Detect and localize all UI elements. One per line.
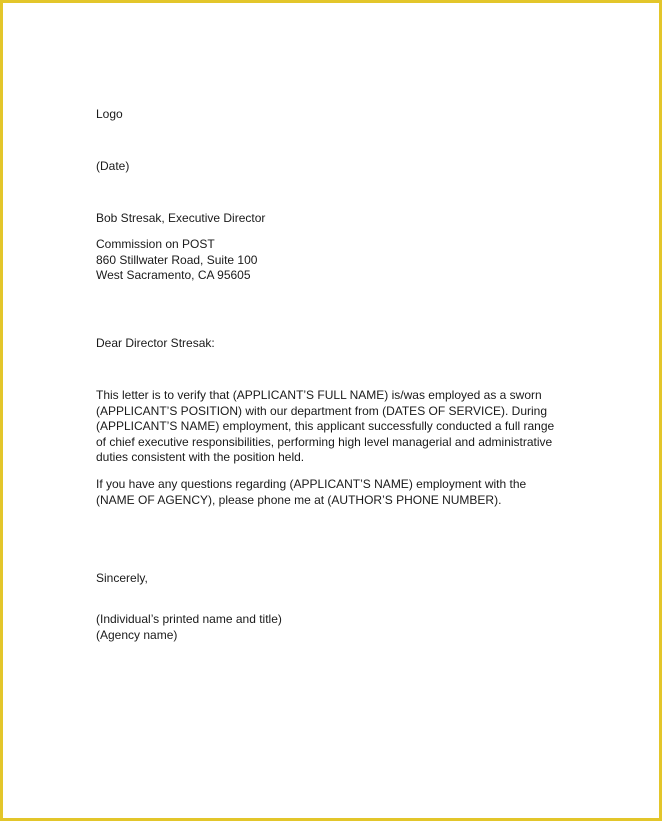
paragraph-line: duties consistent with the position held. xyxy=(96,450,305,465)
body-paragraph-2 xyxy=(96,477,566,508)
recipient-name-title: Bob Stresak, Executive Director xyxy=(96,211,266,225)
paragraph-line: If you have any questions regarding (APPLICANT’S NAME) employment with the xyxy=(96,477,527,491)
closing: Sincerely, xyxy=(96,571,148,585)
address-line: 860 Stillwater Road, Suite 100 xyxy=(96,252,258,267)
date-placeholder: (Date) xyxy=(96,159,130,173)
logo-placeholder: Logo xyxy=(96,107,123,121)
signature-line: (Agency name) xyxy=(96,627,178,642)
address-line: West Sacramento, CA 95605 xyxy=(96,268,251,283)
salutation: Dear Director Stresak: xyxy=(96,336,215,350)
paragraph-line: This letter is to verify that (APPLICANT’S FULL NAME) is/was employed as a sworn xyxy=(96,388,542,402)
address-line: Commission on POST xyxy=(96,237,215,251)
signature-line: (Individual’s printed name and title) xyxy=(96,612,282,626)
paragraph-line: (APPLICANT’S NAME) employment, this applicant successfully conducted a full range xyxy=(96,419,555,434)
paragraph-line: (APPLICANT’S POSITION) with our department from (DATES OF SERVICE). During xyxy=(96,403,548,418)
paragraph-line: (NAME OF AGENCY), please phone me at (AUTHOR’S PHONE NUMBER). xyxy=(96,492,502,507)
paragraph-line: of chief executive responsibilities, performing high level managerial and administrative xyxy=(96,434,553,449)
signature-block xyxy=(96,612,566,643)
recipient-address xyxy=(96,237,566,284)
body-paragraph-1 xyxy=(96,388,566,466)
